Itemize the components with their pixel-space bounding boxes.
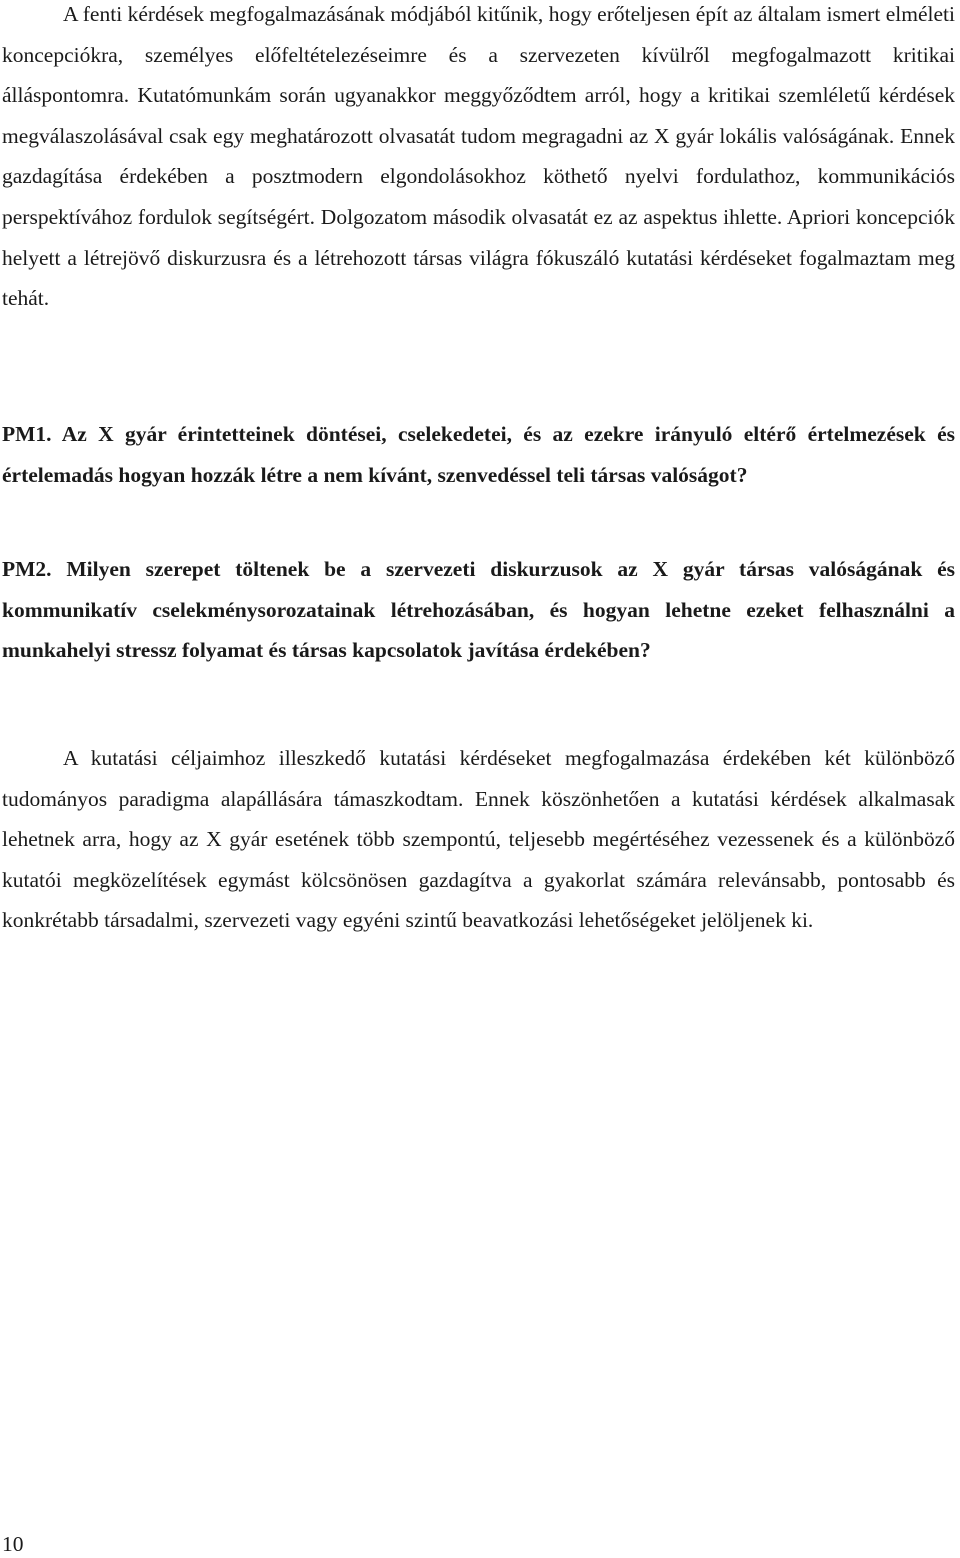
- page-number: 10: [2, 1532, 24, 1556]
- body-paragraph-research-questions-intro: A fenti kérdések megfogalmazásának módjából kitűnik, hogy erőteljesen épít az általam ismert elméleti koncepciókra, személyes előfeltételezéseimre és a szervezeten kívülről megfogalmazott kritikai álláspontomra. Kutatómunkám során ugyanakkor meggyőződtem arról, hogy a kritikai szemléletű kérdések megválaszolásával csak egy meghatározott olvasatát tudom megragadni az X gyár lokális valóságának. Ennek gazdagítása érdekében a posztmodern elgondolásokhoz köthető nyelvi fordulathoz, kommunikációs perspektívához fordulok segítségért. Dolgozatom második olvasatát ez az aspektus ihlette. Apriori koncepciók helyett a létrejövő diskurzusra és a létrehozott társas világra fókuszáló kutatási kérdéseket fogalmaztam meg tehát.: [2, 2, 955, 311]
- research-question-pm2: PM2. Milyen szerepet töltenek be a szervezeti diskurzusok az X gyár társas valóságának és kommunikatív cselekménysorozatainak létrehozásában, és hogyan lehetne ezeket felhasználni a munkahelyi stressz folyamat és társas kapcsolatok javítása érdekében?: [2, 557, 955, 663]
- body-paragraph-paradigms: A kutatási céljaimhoz illeszkedő kutatási kérdéseket megfogalmazása érdekében két különböző tudományos paradigma alapállására támaszkodtam. Ennek köszönhetően a kutatási kérdések alkalmasak lehetnek arra, hogy az X gyár esetének több szempontú, teljesebb megértéséhez vezessenek és a különböző kutatói megközelítések egymást kölcsönösen gazdagítva a gyakorlat számára relevánsabb, pontosabb és konkrétabb társadalmi, szervezeti vagy egyéni szintű beavatkozási lehetőségeket jelöljenek ki.: [2, 746, 955, 933]
- research-question-pm1: PM1. Az X gyár érintetteinek döntései, cselekedetei, és az ezekre irányuló eltérő értelmezések és értelemadás hogyan hozzák létre a nem kívánt, szenvedéssel teli társas valóságot?: [2, 422, 955, 487]
